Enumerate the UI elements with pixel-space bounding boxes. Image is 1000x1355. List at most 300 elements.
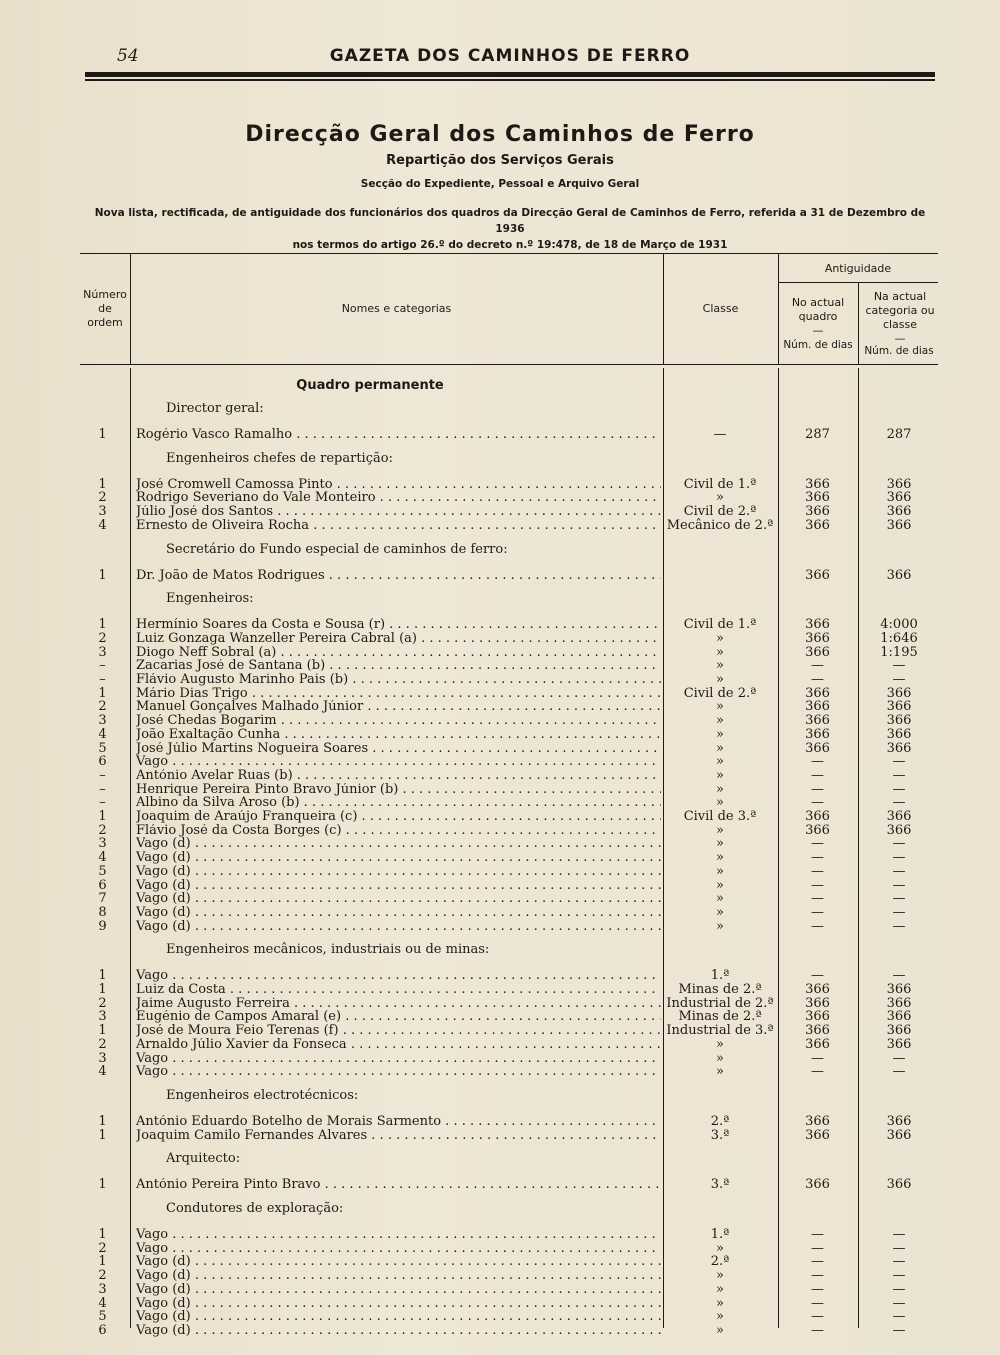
order-number: 1 xyxy=(98,982,107,997)
employee-name: Vago (d) . . . xyxy=(136,1283,661,1297)
days-in-category: — xyxy=(892,1064,906,1080)
class-cell: » xyxy=(716,877,724,893)
intro-line-1: Nova lista, rectificada, de antiguidade dos funcionários dos quadros da Direcção Geral de Caminhos de Ferro, referida a 31 de Dezembro de 1936 xyxy=(94,207,926,235)
days-in-quadro: — xyxy=(811,1050,824,1066)
class-cell: » xyxy=(716,713,724,729)
employee-name: Luiz Gonzaga Wanzeller Pereira Cabral (a) . . . xyxy=(136,632,661,646)
days-in-quadro: 366 xyxy=(805,1023,830,1039)
order-number: 3 xyxy=(98,713,107,729)
table-row xyxy=(80,646,938,660)
class-cell: » xyxy=(716,1295,724,1311)
employee-name: José Cromwell Camossa Pinto . . . xyxy=(136,478,661,492)
days-in-quadro: 366 xyxy=(805,617,830,633)
days-in-quadro: 366 xyxy=(805,476,830,492)
employee-name: Rodrigo Severiano do Vale Monteiro . . . xyxy=(136,491,661,505)
days-in-category: — xyxy=(892,767,906,783)
order-number: – xyxy=(99,672,106,687)
class-cell: » xyxy=(716,672,724,687)
category-heading: Director geral: xyxy=(166,401,264,416)
table-row xyxy=(80,1052,938,1066)
order-number: 1 xyxy=(98,809,107,824)
table-row xyxy=(80,505,938,519)
header-classe: Classe xyxy=(702,302,739,315)
order-number: 3 xyxy=(98,1050,107,1066)
class-cell: » xyxy=(716,767,724,783)
table-row xyxy=(80,892,938,906)
days-in-category: — xyxy=(892,658,906,674)
table-header xyxy=(80,253,938,365)
days-in-quadro: 366 xyxy=(805,1113,830,1129)
days-in-category: — xyxy=(892,1050,906,1066)
days-in-category: — xyxy=(892,877,906,893)
days-in-category: — xyxy=(892,891,906,907)
days-in-quadro: — xyxy=(811,1309,824,1325)
class-cell: » xyxy=(716,1050,724,1066)
table-row xyxy=(80,1129,938,1143)
subtitle: Repartição dos Serviços Gerais xyxy=(386,153,614,168)
order-number: 2 xyxy=(98,490,107,506)
header-nomes: Nomes e categorias xyxy=(341,302,452,315)
class-cell: Civil de 2.ª xyxy=(683,685,757,701)
days-in-quadro: — xyxy=(811,850,824,866)
days-in-quadro: — xyxy=(811,904,824,920)
order-number: 3 xyxy=(98,504,107,520)
order-number: 4 xyxy=(98,1064,107,1080)
employee-name: Jaime Augusto Ferreira . . . xyxy=(136,997,661,1011)
class-cell: Minas de 2.ª xyxy=(678,1009,762,1025)
class-cell: Civil de 1.ª xyxy=(683,617,757,633)
employee-name: José Chedas Bogarim . . . xyxy=(136,714,661,728)
class-cell: » xyxy=(716,754,724,770)
days-in-quadro: — xyxy=(811,918,824,934)
table-row xyxy=(80,659,938,673)
days-in-category: — xyxy=(892,836,906,852)
order-number: 4 xyxy=(98,850,107,866)
order-number: 2 xyxy=(98,630,107,646)
table-row xyxy=(80,428,938,442)
days-in-category: 1:646 xyxy=(880,630,918,646)
days-in-quadro: 366 xyxy=(805,699,830,715)
employee-name: Vago (d) . . . xyxy=(136,906,661,920)
table-row xyxy=(80,714,938,728)
table-row xyxy=(80,632,938,646)
days-in-category: 366 xyxy=(886,1023,912,1039)
days-in-quadro: — xyxy=(811,1240,824,1256)
days-in-category: 366 xyxy=(886,685,912,701)
category-heading: Arquitecto: xyxy=(166,1151,241,1167)
header-na-categoria: Na actual categoria ou classe xyxy=(865,290,935,331)
days-in-quadro: 366 xyxy=(805,740,830,756)
employee-name: Vago (d) . . . xyxy=(136,920,661,934)
days-in-category: 366 xyxy=(886,995,912,1011)
page-title: Direcção Geral dos Caminhos de Ferro xyxy=(245,122,755,147)
order-number: 4 xyxy=(98,517,107,533)
class-cell: » xyxy=(716,490,724,506)
days-in-category: 366 xyxy=(886,1009,912,1025)
category-heading: Engenheiros mecânicos, industriais ou de minas: xyxy=(166,942,490,958)
class-cell: » xyxy=(716,781,724,797)
order-number: 5 xyxy=(98,1309,107,1325)
days-in-quadro: — xyxy=(811,767,824,783)
days-in-quadro: — xyxy=(811,877,824,893)
section-subtitle: Secção do Expediente, Pessoal e Arquivo Geral xyxy=(360,178,640,190)
employee-name: Vago . . . xyxy=(136,1065,661,1079)
table-row xyxy=(80,1324,938,1338)
class-cell: Civil de 3.ª xyxy=(683,809,757,824)
table-row xyxy=(80,1065,938,1079)
days-in-quadro: — xyxy=(811,754,824,770)
class-cell: Industrial de 2.ª xyxy=(666,995,774,1011)
days-in-category: — xyxy=(892,1295,906,1311)
days-in-category: 366 xyxy=(886,699,912,715)
employee-name: Vago (d) . . . xyxy=(136,865,661,879)
table-row xyxy=(80,1297,938,1311)
table-row xyxy=(80,906,938,920)
employee-name: Vago . . . xyxy=(136,755,661,769)
order-number: 2 xyxy=(98,1240,107,1256)
days-in-quadro: — xyxy=(811,795,824,811)
class-cell: » xyxy=(716,904,724,920)
table-row xyxy=(80,1255,938,1269)
days-in-quadro: 366 xyxy=(805,644,830,660)
category-heading: Condutores de exploração: xyxy=(166,1201,344,1216)
class-cell: 1.ª xyxy=(710,968,730,984)
order-number: 3 xyxy=(98,836,107,852)
days-in-category: 366 xyxy=(886,567,912,583)
category-heading: Secretário do Fundo especial de caminhos de ferro: xyxy=(166,541,508,557)
intro-line-2: nos termos do artigo 26.º do decreto n.º 19:478, de 18 de Março de 1931 xyxy=(292,239,728,251)
days-in-category: — xyxy=(892,795,906,811)
category-heading: Engenheiros: xyxy=(166,591,254,607)
order-number: 2 xyxy=(98,995,107,1011)
employee-name: Vago (d) . . . xyxy=(136,837,661,851)
days-in-quadro: 366 xyxy=(805,1127,830,1143)
class-cell: Mecânico de 2.ª xyxy=(666,517,774,533)
page-number: 54 xyxy=(117,46,139,66)
order-number: 2 xyxy=(98,1268,107,1284)
days-in-quadro: — xyxy=(811,1227,824,1242)
order-number: 5 xyxy=(98,863,107,879)
table-row xyxy=(80,983,938,997)
days-in-quadro: 366 xyxy=(805,1036,830,1052)
employee-name: Mário Dias Trigo . . . xyxy=(136,687,661,701)
class-cell: » xyxy=(716,891,724,907)
header-rule-thick xyxy=(85,72,935,77)
employee-name: Flávio Augusto Marinho Pais (b) . . . xyxy=(136,673,661,687)
order-number: 3 xyxy=(98,1281,107,1297)
class-cell: » xyxy=(716,699,724,715)
table-row xyxy=(80,1310,938,1324)
employee-name: Ernesto de Oliveira Rocha . . . xyxy=(136,519,661,533)
employee-name: Vago . . . xyxy=(136,1228,661,1242)
order-number: 1 xyxy=(98,1177,107,1193)
days-in-category: 366 xyxy=(886,713,912,729)
days-in-quadro: — xyxy=(811,1295,824,1311)
order-number: 2 xyxy=(98,1036,107,1052)
days-in-category: 366 xyxy=(886,1036,912,1052)
days-in-quadro: 366 xyxy=(805,995,830,1011)
class-cell: » xyxy=(716,726,724,742)
employee-name: António Avelar Ruas (b) . . . xyxy=(136,769,661,783)
days-in-category: — xyxy=(892,1309,906,1325)
days-in-category: 366 xyxy=(886,982,912,997)
order-number: 1 xyxy=(98,1023,107,1039)
order-number: – xyxy=(99,767,106,783)
table-row xyxy=(80,824,938,838)
table-row xyxy=(80,755,938,769)
days-in-quadro: — xyxy=(811,1322,824,1338)
employee-name: José Júlio Martins Nogueira Soares . . . xyxy=(136,742,661,756)
days-in-quadro: 366 xyxy=(805,713,830,729)
order-number: 1 xyxy=(98,1113,107,1129)
order-number: 6 xyxy=(98,1322,107,1338)
days-in-quadro: 366 xyxy=(805,809,830,824)
days-in-category: — xyxy=(892,1227,906,1242)
employee-name: Vago (d) . . . xyxy=(136,1255,661,1269)
order-number: – xyxy=(99,795,106,811)
employee-name: José de Moura Feio Terenas (f) . . . xyxy=(136,1024,661,1038)
employee-name: Henrique Pereira Pinto Bravo Júnior (b) . . . xyxy=(136,783,661,797)
table-row xyxy=(80,1115,938,1129)
employee-name: Luiz da Costa . . . xyxy=(136,983,661,997)
class-cell: Minas de 2.ª xyxy=(678,982,762,997)
days-in-category: 366 xyxy=(886,490,912,506)
order-number: 2 xyxy=(98,822,107,838)
class-cell: » xyxy=(716,836,724,852)
header-rule-thin xyxy=(85,79,935,81)
class-cell: 2.ª xyxy=(710,1254,730,1270)
days-in-quadro: — xyxy=(811,968,824,984)
days-in-quadro: 366 xyxy=(805,490,830,506)
days-in-category: 1:195 xyxy=(880,644,918,660)
order-number: 4 xyxy=(98,726,107,742)
days-in-quadro: 366 xyxy=(805,567,830,583)
category-heading: Engenheiros electrotécnicos: xyxy=(166,1087,359,1103)
table-row xyxy=(80,837,938,851)
class-cell: 3.ª xyxy=(710,1127,730,1143)
days-in-quadro: — xyxy=(811,863,824,879)
days-in-quadro: — xyxy=(811,891,824,907)
employee-name: Vago (d) . . . xyxy=(136,1324,661,1338)
table-row xyxy=(80,810,938,824)
table-row xyxy=(80,1283,938,1297)
class-cell: » xyxy=(716,850,724,866)
header-num-dias: Núm. de dias xyxy=(864,345,934,357)
days-in-quadro: — xyxy=(811,1064,824,1080)
employee-name: Vago . . . xyxy=(136,969,661,983)
employee-name: Joaquim Camilo Fernandes Álvares . . . xyxy=(136,1129,661,1143)
days-in-quadro: — xyxy=(811,781,824,797)
class-cell: » xyxy=(716,863,724,879)
days-in-category: 287 xyxy=(886,427,912,442)
header-no-quadro: No actual quadro xyxy=(791,296,845,323)
class-cell: Industrial de 3.ª xyxy=(666,1023,774,1039)
order-number: 1 xyxy=(98,1254,107,1270)
class-cell: Civil de 1.ª xyxy=(683,476,757,492)
order-number: 5 xyxy=(98,740,107,756)
table-row xyxy=(80,920,938,934)
employee-name: Hermínio Soares da Costa e Sousa (r) . . . xyxy=(136,618,661,632)
days-in-quadro: 366 xyxy=(805,982,830,997)
order-number: – xyxy=(99,658,106,674)
header-antiguidade: Antiguidade xyxy=(824,262,892,275)
category-heading: Engenheiros chefes de repartição: xyxy=(166,450,393,466)
class-cell: 2.ª xyxy=(710,1113,730,1129)
class-cell: » xyxy=(716,740,724,756)
days-in-category: — xyxy=(892,754,906,770)
order-number: 4 xyxy=(98,1295,107,1311)
employee-name: Rogério Vasco Ramalho . . . xyxy=(136,428,661,442)
table-row xyxy=(80,1024,938,1038)
order-number: 9 xyxy=(98,918,107,934)
employee-name: Vago (d) . . . xyxy=(136,879,661,893)
class-cell: » xyxy=(716,1281,724,1297)
order-number: 1 xyxy=(98,1227,107,1242)
employee-name: Flávio José da Costa Borges (c) . . . xyxy=(136,824,661,838)
employee-name: Arnaldo Júlio Xavier da Fonseca . . . xyxy=(136,1038,661,1052)
days-in-category: 366 xyxy=(886,740,912,756)
days-in-quadro: — xyxy=(811,658,824,674)
order-number: – xyxy=(99,781,106,797)
order-number: 1 xyxy=(98,567,107,583)
days-in-category: 366 xyxy=(886,1113,912,1129)
table-row xyxy=(80,569,938,583)
days-in-category: 366 xyxy=(886,517,912,533)
order-number: 6 xyxy=(98,754,107,770)
days-in-category: — xyxy=(892,1254,906,1270)
employee-name: Vago (d) . . . xyxy=(136,1269,661,1283)
class-cell: » xyxy=(716,644,724,660)
days-in-category: — xyxy=(892,968,906,984)
days-in-category: — xyxy=(892,672,906,687)
class-cell: » xyxy=(716,1322,724,1338)
days-in-category: — xyxy=(892,1322,906,1338)
publication-title: GAZETA DOS CAMINHOS DE FERRO xyxy=(329,46,691,66)
running-header xyxy=(85,44,935,70)
table-body xyxy=(80,368,938,1338)
days-in-quadro: — xyxy=(811,836,824,852)
days-in-quadro: 366 xyxy=(805,1177,830,1193)
days-in-category: 366 xyxy=(886,1177,912,1193)
header-dash: — xyxy=(894,332,906,345)
class-cell: » xyxy=(716,1268,724,1284)
days-in-category: 4:000 xyxy=(880,617,918,633)
table-row xyxy=(80,783,938,797)
class-cell: » xyxy=(716,822,724,838)
order-number: 1 xyxy=(98,685,107,701)
class-cell: » xyxy=(716,1064,724,1080)
order-number: 3 xyxy=(98,644,107,660)
table-row xyxy=(80,769,938,783)
table-row xyxy=(80,519,938,533)
employee-name: António Pereira Pinto Bravo . . . xyxy=(136,1178,661,1192)
section-title: Quadro permanente xyxy=(296,378,444,393)
class-cell: 3.ª xyxy=(710,1177,730,1193)
employee-name: Zacarias José de Santana (b) . . . xyxy=(136,659,661,673)
days-in-category: — xyxy=(892,1281,906,1297)
order-number: 1 xyxy=(98,968,107,984)
header-dash: — xyxy=(812,324,824,337)
days-in-quadro: 366 xyxy=(805,822,830,838)
days-in-category: 366 xyxy=(886,504,912,520)
intro-text xyxy=(80,205,940,253)
order-number: 1 xyxy=(98,476,107,492)
employee-name: Vago . . . xyxy=(136,1242,661,1256)
days-in-category: 366 xyxy=(886,1127,912,1143)
class-cell: » xyxy=(716,658,724,674)
days-in-category: — xyxy=(892,1268,906,1284)
order-number: 3 xyxy=(98,1009,107,1025)
days-in-quadro: — xyxy=(811,1254,824,1270)
employee-name: António Eduardo Botelho de Morais Sarmento . . . xyxy=(136,1115,661,1129)
days-in-category: — xyxy=(892,904,906,920)
table-row xyxy=(80,851,938,865)
days-in-category: 366 xyxy=(886,822,912,838)
days-in-category: — xyxy=(892,781,906,797)
employee-name: Albino da Silva Aroso (b) . . . xyxy=(136,796,661,810)
order-number: 1 xyxy=(98,427,107,442)
header-num-dias: Núm. de dias xyxy=(783,339,853,351)
employee-name: Manuel Gonçalves Malhado Júnior . . . xyxy=(136,700,661,714)
table-row xyxy=(80,728,938,742)
order-number: 2 xyxy=(98,699,107,715)
employee-name: Vago (d) . . . xyxy=(136,1297,661,1311)
table-row xyxy=(80,673,938,687)
employee-name: Eugénio de Campos Amaral (e) . . . xyxy=(136,1010,661,1024)
table-row xyxy=(80,742,938,756)
days-in-category: 366 xyxy=(886,476,912,492)
table-row xyxy=(80,1228,938,1242)
order-number: 1 xyxy=(98,617,107,633)
table-row xyxy=(80,1269,938,1283)
order-number: 7 xyxy=(98,891,107,907)
table-row xyxy=(80,865,938,879)
class-cell: — xyxy=(713,427,727,442)
days-in-quadro: 366 xyxy=(805,630,830,646)
order-number: 8 xyxy=(98,904,107,920)
days-in-quadro: — xyxy=(811,1268,824,1284)
employee-name: Vago . . . xyxy=(136,1052,661,1066)
days-in-quadro: 366 xyxy=(805,685,830,701)
days-in-category: 366 xyxy=(886,726,912,742)
order-number: 1 xyxy=(98,1127,107,1143)
class-cell: » xyxy=(716,795,724,811)
class-cell: » xyxy=(716,1309,724,1325)
employee-name: Vago (d) . . . xyxy=(136,851,661,865)
class-cell: Civil de 2.ª xyxy=(683,504,757,520)
class-cell: 1.ª xyxy=(710,1227,730,1242)
days-in-quadro: 366 xyxy=(805,504,830,520)
antiguidade-rule xyxy=(778,282,938,283)
employee-name: Júlio José dos Santos . . . xyxy=(136,505,661,519)
days-in-quadro: 366 xyxy=(805,517,830,533)
table-row xyxy=(80,1178,938,1192)
class-cell: » xyxy=(716,630,724,646)
employee-name: Vago (d) . . . xyxy=(136,892,661,906)
table-row xyxy=(80,1242,938,1256)
employee-name: Dr. João de Matos Rodrigues . . . xyxy=(136,569,661,583)
employee-name: Joaquim de Araújo Franqueira (c) . . . xyxy=(136,810,661,824)
class-cell: » xyxy=(716,1240,724,1256)
class-cell: » xyxy=(716,1036,724,1052)
days-in-quadro: — xyxy=(811,672,824,687)
employee-name: Vago (d) . . . xyxy=(136,1310,661,1324)
days-in-quadro: 366 xyxy=(805,726,830,742)
days-in-quadro: 366 xyxy=(805,1009,830,1025)
days-in-quadro: — xyxy=(811,1281,824,1297)
employee-name: Diogo Neff Sobral (a) . . . xyxy=(136,646,661,660)
days-in-category: — xyxy=(892,918,906,934)
